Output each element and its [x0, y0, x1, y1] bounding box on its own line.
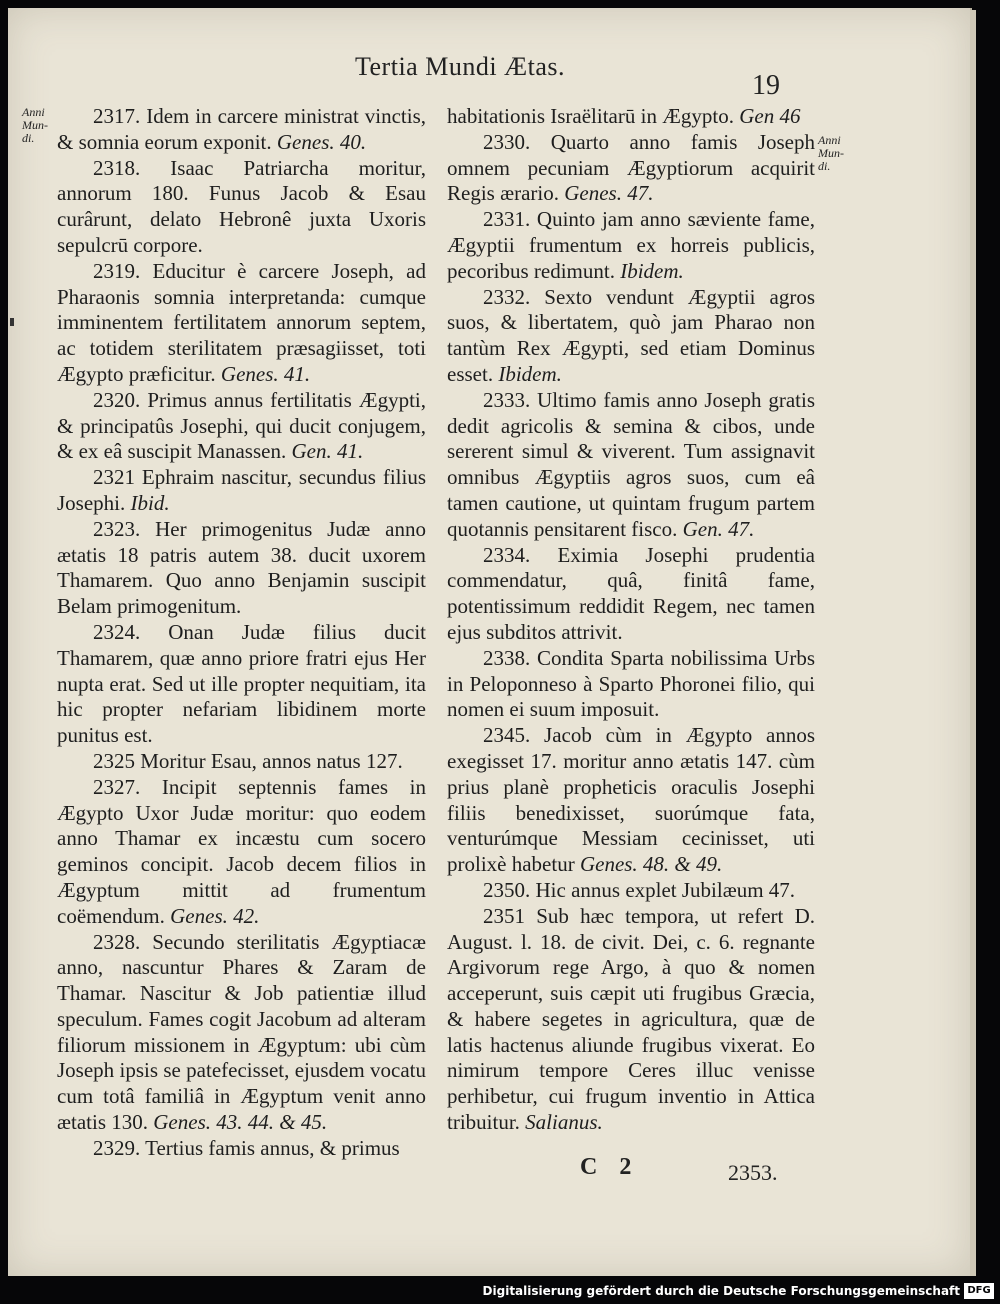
chronicle-entry: 2320. Primus annus fertilitatis Ægypti, & principatûs Josephi, qui ducit conjugem, & ex eâ suscipit Manassen. Gen. 41. [57, 387, 426, 464]
chronicle-entry: 2331. Quinto jam anno sæviente fame, Ægyptii frumentum ex horreis publicis, pecoribus redimunt. Ibidem. [447, 207, 815, 283]
scripture-reference: Genes. 40. [276, 129, 367, 154]
page-number: 19 [752, 70, 780, 101]
margin-note-line: Mun- [818, 146, 844, 160]
chronicle-entry: 2318. Isaac Patriarcha moritur, annorum 180. Funus Jacob & Esau curârunt, delato Hebronê juxta Uxoris sepulcrū corpore. [57, 155, 426, 257]
running-head: Tertia Mundi Ætas. [354, 52, 566, 81]
scripture-reference: Salianus. [525, 1110, 603, 1135]
dfg-logo: DFG [964, 1283, 994, 1299]
scan-mark [10, 318, 14, 326]
chronicle-entry: 2324. Onan Judæ filius ducit Thamarem, quæ anno priore fratri ejus Her nupta erat. Sed ut ille propter nequitiam, ita hic propter nefariam libidinem morte punitus est. [57, 619, 426, 748]
margin-note-line: Anni [22, 105, 45, 119]
margin-note-line: di. [22, 131, 35, 145]
chronicle-entry: 2323. Her primogenitus Judæ anno ætatis 18 patris autem 38. ducit uxorem Thamarem. Quo anno Benjamin suscipit Belam primogenitum. [57, 516, 426, 619]
chronicle-entry: 2333. Ultimo famis anno Joseph gratis dedit agricolis & semina & cibos, unde sererent simul & viverent. Tum assignavit omnibus Ægyptiis agros suos, cum eâ tamen cautione, ut quintam frugum partem quotannis pensitarent fisco. Gen. 47. [447, 387, 815, 541]
scripture-reference: Gen. 41. [291, 439, 364, 464]
chronicle-entry: 2350. Hic annus explet Jubilæum 47. [483, 877, 796, 902]
chronicle-entry: 2317. Idem in carcere ministrat vinctis, & somnia eorum exponit. Genes. 40. [57, 104, 426, 154]
chronicle-entry: 2332. Sexto vendunt Ægyptii agros suos, & libertatem, quò jam Pharao non tantùm Rex Ægypti, sed etiam Dominus esset. Ibidem. [447, 284, 815, 386]
left-margin-note [22, 106, 62, 145]
chronicle-entry: 2321 Ephraim nascitur, secundus filius Josephi. Ibid. [57, 465, 426, 515]
scripture-reference: Genes. 42. [170, 903, 260, 928]
scripture-reference: Genes. 48. & 49. [579, 852, 723, 877]
margin-note-line: Anni [818, 133, 841, 147]
margin-note-line: di. [818, 159, 831, 173]
scripture-reference: Ibidem. [498, 361, 562, 386]
chronicle-entry: 2327. Incipit septennis fames in Ægypto Uxor Judæ moritur: quo eodem anno Thamar ex incæstu cum socero geminos concipit. Jacob decem filios in Ægyptum mittit ad frumentum coëmendum. Genes. 42. [57, 774, 426, 928]
digitization-credit: Digitalisierung gefördert durch die Deutsche Forschungsgemeinschaft [482, 1284, 960, 1298]
left-column [57, 104, 426, 1162]
chronicle-entry: 2338. Condita Sparta nobilissima Urbs in Peloponneso à Sparto Phoronei filio, qui nomen ei suum imposuit. [447, 645, 815, 722]
right-margin-note [818, 134, 858, 173]
chronicle-entry: 2345. Jacob cùm in Ægypto annos exegisset 17. moritur anno ætatis 147. cùm prius planè propheticis oraculis Josephi filiis benedixisset, suorúmque fata, venturúmque Messiam cecinisset, uti prolixè habetur Genes. 48. & 49. [447, 723, 815, 877]
chronicle-entry: 2329. Tertius famis annus, & primus [93, 1135, 400, 1160]
scripture-reference: Ibidem. [620, 258, 684, 283]
scripture-reference: Genes. 43. 44. & 45. [153, 1110, 328, 1135]
right-column [447, 104, 815, 1136]
scripture-reference: Ibid. [130, 490, 170, 515]
chronicle-entry: 2330. Quarto anno famis Joseph omnem pecuniam Ægyptiorum acquirit Regis ærario. Genes. 47. [447, 129, 815, 206]
chronicle-entry: 2319. Educitur è carcere Joseph, ad Pharaonis somnia interpretanda: cumque imminentem fertilitatem annorum septem, ac totidem sterilitatem præsagiisset, toti Ægypto præficitur. Genes. 41. [57, 258, 426, 386]
scripture-reference: Genes. 47. [564, 181, 654, 206]
page-edge [970, 10, 976, 1276]
chronicle-entry: 2334. Eximia Josephi prudentia commendatur, quâ, finitâ fame, potentissimum reddidit Regem, nec tamen ejus subditos attrivit. [447, 542, 815, 644]
chronicle-entry: 2328. Secundo sterilitatis Ægyptiacæ anno, nascuntur Phares & Zaram de Thamar. Nascitur & Job patientiæ illud speculum. Fames cogit Jacobum ad alteram filiorum missionem in Ægyptum: ubi cùm Joseph ipsis se patefecisset, ejusdem vocatu cum totâ familiâ in Ægyptum venit anno ætatis 130. Genes. 43. 44. & 45. [57, 929, 426, 1135]
scripture-reference: Gen. 47. [682, 516, 755, 541]
catchword: 2353. [728, 1160, 778, 1185]
margin-note-line: Mun- [22, 118, 48, 132]
signature-mark: C 2 [580, 1154, 640, 1180]
chronicle-entry: 2325 Moritur Esau, annos natus 127. [93, 748, 403, 773]
scripture-reference: Genes. 41. [220, 361, 311, 386]
chronicle-entry: habitationis Israëlitarū in Ægypto. Gen 46 [447, 104, 801, 128]
chronicle-entry: 2351 Sub hæc tempora, ut refert D. August. l. 18. de civit. Dei, c. 6. regnante Argivorum rege Argo, à quo & nomen acceperunt, suis cæpit uti frugibus Græcia, & habere segetes in agricultura, quæ de latis hactenus aliunde frugibus vixerat. Eo nimirum tempore Ceres illuc venisse perhibetur, cui frugum inventio in Attica tribuitur. Salianus. [447, 903, 815, 1135]
scripture-reference: Gen 46 [739, 104, 801, 128]
